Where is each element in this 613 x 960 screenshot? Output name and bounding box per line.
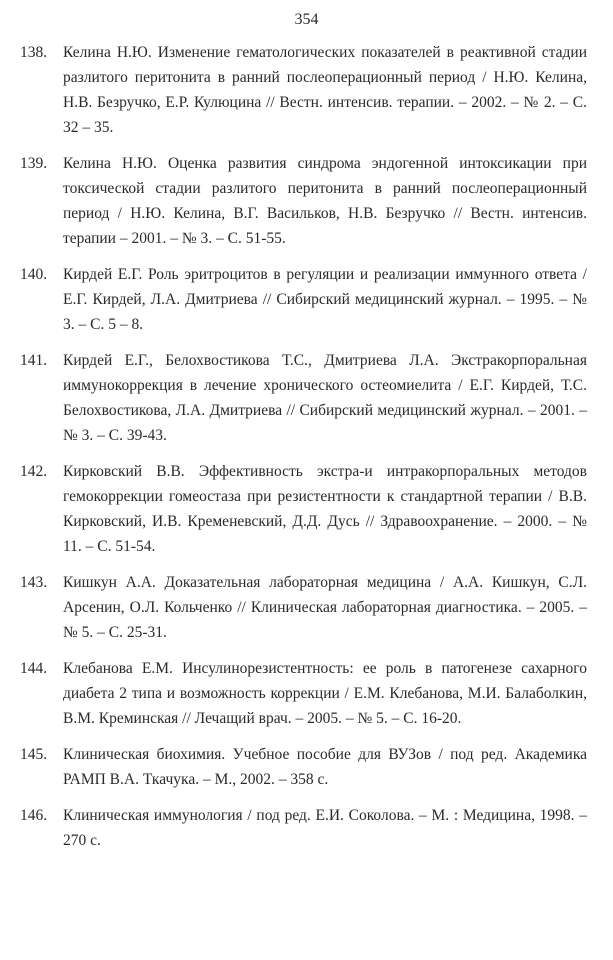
reference-number: 139. bbox=[20, 155, 48, 172]
reference-item-141 bbox=[20, 348, 587, 448]
reference-number: 144. bbox=[20, 660, 48, 677]
reference-text: Кишкун А.А. Доказательная лабораторная медицина / А.А. Кишкун, С.Л. Арсенин, О.Л. Кольченко // Клиническая лабораторная диагностика. – 2005. – № 5. – С. 25-31. bbox=[63, 574, 587, 641]
reference-item-138 bbox=[20, 40, 587, 140]
reference-text: Кирковский В.В. Эффективность экстра-и интракорпоральных методов гемокоррекции гомеостаза при резистентности к стандартной терапии / В.В. Кирковский, И.В. Кременевский, Д.Д. Дусь // Здравоохранение. – 2000. – № 11. – С. 51-54. bbox=[63, 463, 587, 555]
reference-number: 145. bbox=[20, 746, 48, 763]
page-number: 354 bbox=[294, 11, 319, 28]
reference-item-146 bbox=[20, 803, 587, 853]
reference-text: Кирдей Е.Г., Белохвостикова Т.С., Дмитриева Л.А. Экстракорпоральная иммунокоррекция в лечение хронического остеомиелита / Е.Г. Кирдей, Т.С. Белохвостикова, Л.А. Дмитриева // Сибирский медицинский журнал. – 2001. – № 3. – С. 39-43. bbox=[63, 352, 587, 444]
reference-text: Клебанова Е.М. Инсулинорезистентность: ее роль в патогенезе сахарного диабета 2 типа и возможность коррекции / Е.М. Клебанова, М.И. Балаболкин, В.М. Креминская // Лечащий врач. – 2005. – № 5. – С. 16-20. bbox=[63, 660, 587, 727]
reference-item-140 bbox=[20, 262, 587, 337]
reference-text: Клиническая биохимия. Учебное пособие для ВУЗов / под ред. Академика РАМП В.А. Ткачука. – М., 2002. – 358 с. bbox=[63, 746, 587, 788]
reference-text: Клиническая иммунология / под ред. Е.И. Соколова. – М. : Медицина, 1998. – 270 с. bbox=[63, 807, 587, 849]
reference-item-143 bbox=[20, 570, 587, 645]
reference-number: 142. bbox=[20, 463, 48, 480]
reference-item-142 bbox=[20, 459, 587, 559]
reference-item-145 bbox=[20, 742, 587, 792]
reference-item-139 bbox=[20, 151, 587, 251]
reference-item-144 bbox=[20, 656, 587, 731]
reference-number: 143. bbox=[20, 574, 48, 591]
reference-list bbox=[20, 40, 587, 864]
reference-number: 138. bbox=[20, 44, 48, 61]
reference-number: 140. bbox=[20, 266, 48, 283]
reference-number: 146. bbox=[20, 807, 48, 824]
reference-text: Келина Н.Ю. Оценка развития синдрома эндогенной интоксикации при токсической стадии разлитого перитонита в ранний послеоперационный период / Н.Ю. Келина, В.Г. Васильков, Н.В. Безручко // Вестн. интенсив. терапии – 2001. – № 3. – С. 51-55. bbox=[63, 155, 587, 247]
reference-text: Келина Н.Ю. Изменение гематологических показателей в реактивной стадии разлитого перитонита в ранний послеоперационный период / Н.Ю. Келина, Н.В. Безручко, Е.Р. Кулюцина // Вестн. интенсив. терапии. – 2002. – № 2. – С. 32 – 35. bbox=[63, 44, 587, 136]
reference-number: 141. bbox=[20, 352, 48, 369]
reference-text: Кирдей Е.Г. Роль эритроцитов в регуляции и реализации иммунного ответа / Е.Г. Кирдей, Л.А. Дмитриева // Сибирский медицинский журнал. – 1995. – № 3. – С. 5 – 8. bbox=[63, 266, 587, 333]
